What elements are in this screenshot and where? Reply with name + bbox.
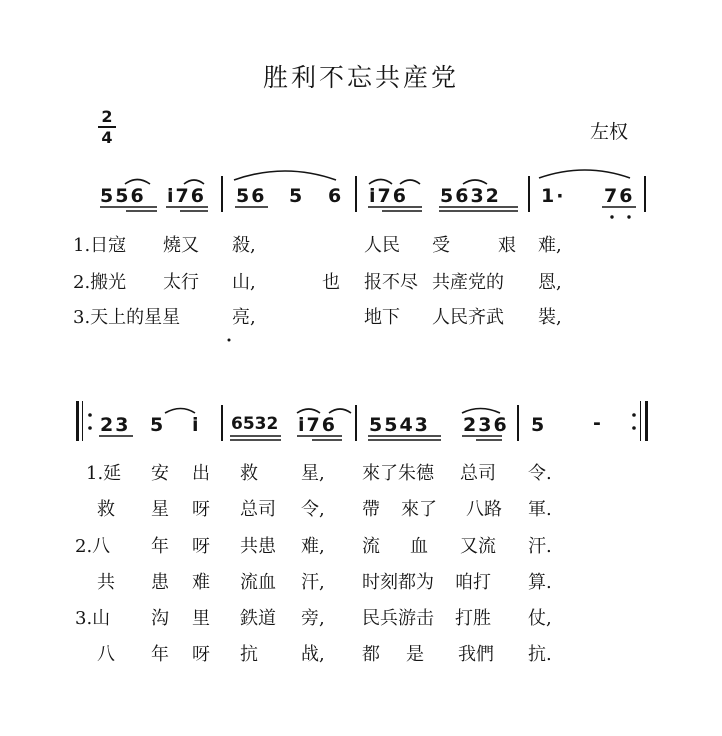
lyric-word: 地下 [364, 307, 400, 328]
lyric-word: 星 [151, 499, 169, 520]
lyric-word: 难 [192, 572, 210, 593]
note-group: 56 [236, 185, 267, 207]
lyric-word: 共患 [240, 536, 276, 557]
lyric-word: 1.日寇 [73, 235, 127, 256]
lyric-word: 难, [301, 536, 325, 557]
lyric-word: 咱打 [455, 572, 491, 593]
lyric-word: 沟 [151, 608, 169, 629]
lyric-word: 民兵游击 [362, 608, 434, 629]
repeat-dot [632, 413, 636, 417]
lyric-word: 令. [528, 463, 552, 484]
repeat-dot [632, 426, 636, 430]
composer-name: 左权 [590, 121, 629, 143]
lyric-word: 1.延 [86, 463, 122, 484]
lyric-word: 算. [528, 572, 552, 593]
note-group: 6532 [231, 414, 279, 434]
lyric-word: 殺, [232, 235, 256, 256]
lyric-word: 年 [151, 536, 169, 557]
lyric-word: 3.天上的星星 [73, 307, 181, 328]
note-group: i76 [167, 185, 206, 207]
slur [184, 180, 204, 184]
lyric-word: 战, [301, 644, 325, 665]
time-numerator: 2 [101, 107, 113, 126]
lyric-word: 太行 [163, 272, 199, 293]
lyric-word: 亮, [232, 307, 256, 328]
lyric-word: 呀 [192, 644, 210, 665]
lyric-word: 抗 [240, 644, 258, 665]
slur [234, 171, 336, 180]
note-group: 76 [604, 185, 635, 207]
lyric-word: 抗. [528, 644, 552, 665]
slur [539, 170, 630, 178]
octave-dot [610, 215, 613, 218]
lyric-word: 燒又 [163, 235, 199, 256]
slur [463, 180, 487, 184]
lyric-word: 共產党的 [432, 272, 504, 293]
time-denominator: 4 [101, 128, 113, 147]
repeat-dot [88, 413, 92, 417]
note-group: i76 [369, 185, 408, 207]
lyric-word: 八 [97, 644, 115, 665]
lyric-word: 3.山 [75, 608, 111, 629]
lyric-word: 我們 [458, 644, 494, 665]
lyric-word: 汗. [528, 536, 552, 557]
lyric-word: 旁, [301, 608, 325, 629]
note: 5 [150, 414, 166, 436]
lyric-word: 山, [232, 272, 256, 293]
song-title: 胜利不忘共産党 [262, 63, 459, 92]
lyric-word: 又流 [460, 536, 496, 557]
slur [297, 409, 320, 413]
lyric-word: 艰 [498, 235, 516, 256]
lyric-word: 是 [406, 644, 424, 665]
lyric-word: 呀 [192, 536, 210, 557]
lyric-word: 流 [362, 536, 380, 557]
lyric-word: 救 [240, 463, 258, 484]
lyric-word: 救 [97, 499, 115, 520]
lyric-word: 安 [151, 463, 169, 484]
lyric-word: 打胜 [455, 608, 491, 629]
lyric-word: 仗, [528, 608, 552, 629]
lyric-word: 軍. [528, 499, 552, 520]
note-group: 5543 [369, 414, 430, 436]
lyric-word: 流血 [240, 572, 276, 593]
note-group: 556 [100, 185, 146, 207]
octave-dot [627, 215, 630, 218]
lyric-word: 2.搬光 [73, 272, 127, 293]
lyric-word: 人民齐武 [432, 307, 504, 328]
note: 5 [531, 414, 547, 436]
note-group: 23 [100, 414, 131, 436]
lyric-word: 鉄道 [240, 608, 276, 629]
lyric-word: 呀 [192, 499, 210, 520]
lyric-word: 总司 [460, 463, 496, 484]
slur [165, 409, 195, 414]
lyric-word: 帶 [362, 499, 380, 520]
lyric-word: 患 [151, 572, 169, 593]
lyric-word: 令, [301, 499, 325, 520]
lyric-word: 2.八 [75, 536, 111, 557]
note-group: 5632 [440, 185, 501, 207]
lyric-word: 总司 [240, 499, 276, 520]
lyric-word: 人民 [364, 235, 400, 256]
lyric-word: 里 [192, 608, 210, 629]
lyric-word: 年 [151, 644, 169, 665]
note-group: i76 [298, 414, 337, 436]
note: 5 [289, 185, 305, 207]
lyric-word: 共 [97, 572, 115, 593]
note: 1· [541, 185, 566, 207]
lyric-word: 时刻都为 [362, 572, 434, 593]
lyric-word: 八路 [466, 499, 502, 520]
note-group: 236 [463, 414, 509, 436]
lyric-word: 都 [362, 644, 380, 665]
slur [125, 180, 150, 185]
lyric-word: 汗, [301, 572, 325, 593]
lyric-word: 报不尽 [364, 272, 418, 293]
lyric-word: 來了朱德 [362, 463, 434, 484]
lyric-word: 出 [192, 463, 210, 484]
lyric-word: 受 [432, 235, 450, 256]
note: 6 [328, 185, 344, 207]
repeat-dot [88, 426, 92, 430]
slur [462, 409, 500, 414]
slur [400, 180, 420, 184]
lyric-word: 星, [301, 463, 325, 484]
slur [329, 409, 351, 413]
lyric-word: 也 [322, 272, 340, 293]
lyric-word: 难, [538, 235, 562, 256]
lyric-word: 恩, [538, 272, 562, 293]
lyric-word: 裝, [538, 307, 562, 328]
note: i [192, 414, 201, 436]
slur [369, 180, 392, 185]
octave-dot [228, 339, 231, 342]
dash-note: - [593, 412, 603, 434]
lyric-word: 來了 [401, 499, 437, 520]
lyric-word: 血 [410, 536, 428, 557]
